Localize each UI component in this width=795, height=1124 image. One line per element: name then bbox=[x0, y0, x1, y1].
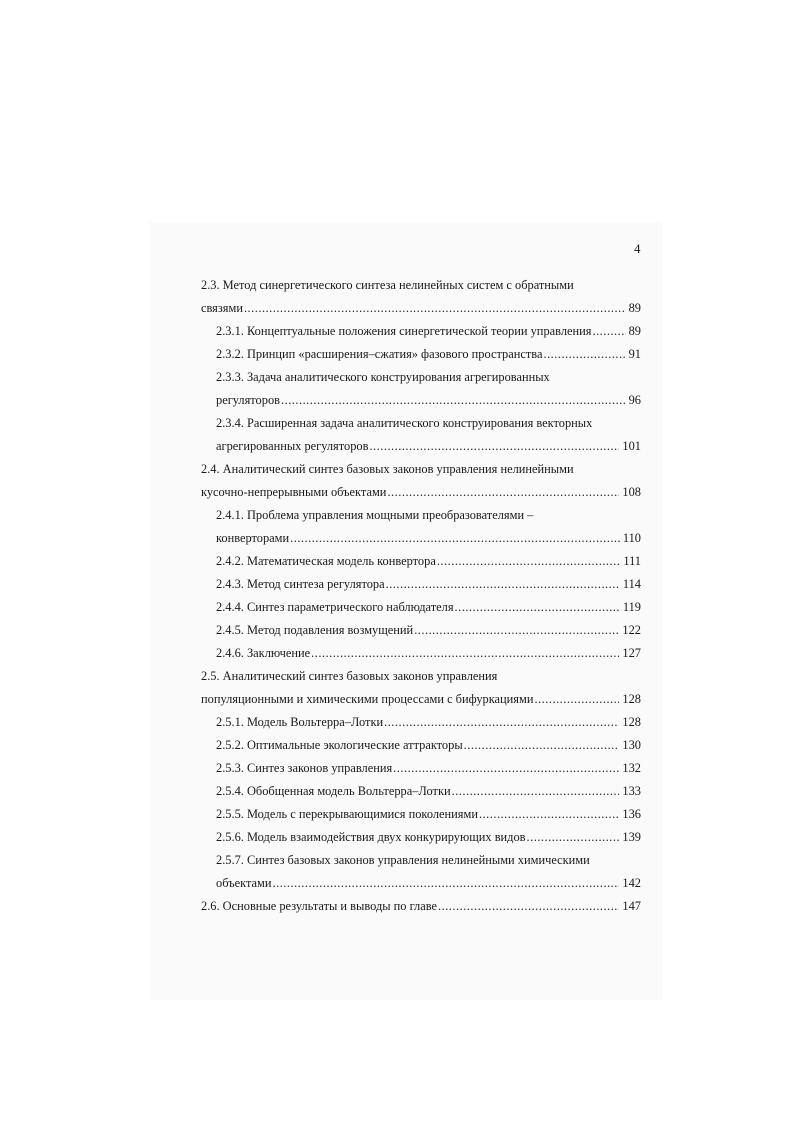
toc-entry-text: 2.3.3. Задача аналитического конструирования агрегированных bbox=[216, 370, 550, 384]
toc-entry-2-5-2 bbox=[201, 734, 641, 757]
toc-entry-last-line bbox=[216, 343, 641, 366]
toc-entry-last-line bbox=[216, 527, 641, 550]
toc-entry-2-3-1 bbox=[201, 320, 641, 343]
toc-entry-text: агрегированных регуляторов bbox=[216, 439, 369, 453]
toc-entry-2-3-4 bbox=[201, 412, 641, 458]
toc-entry-text: 2.3.2. Принцип «расширения–сжатия» фазового пространства bbox=[216, 347, 543, 361]
toc-entry-text: 2.4.6. Заключение bbox=[216, 646, 311, 660]
toc-page-number: 111 bbox=[623, 554, 641, 568]
toc-entry-text: 2.5. Аналитический синтез базовых законов управления bbox=[201, 669, 498, 683]
toc-page-number: 91 bbox=[628, 347, 641, 361]
toc-entry-2-4-2 bbox=[201, 550, 641, 573]
toc-entry-2-5-3 bbox=[201, 757, 641, 780]
toc-entry-last-line bbox=[201, 481, 641, 504]
toc-page-number: 114 bbox=[622, 577, 641, 591]
dot-leader bbox=[452, 780, 620, 803]
toc-entry-2-4 bbox=[201, 458, 641, 504]
toc-entry-2-5 bbox=[201, 665, 641, 711]
toc-page-number: 132 bbox=[622, 761, 641, 775]
page-number: 4 bbox=[634, 241, 641, 256]
toc-entry-text: 2.3. Метод синергетического синтеза нелинейных систем с обратными bbox=[201, 278, 574, 292]
toc-entry-text: популяционными и химическими процессами с бифуркациями bbox=[201, 692, 534, 706]
dot-leader bbox=[386, 573, 620, 596]
toc-entry-text: 2.3.4. Расширенная задача аналитического конструирования векторных bbox=[216, 416, 593, 430]
dot-leader bbox=[534, 688, 619, 711]
dot-leader bbox=[393, 757, 619, 780]
dot-leader bbox=[455, 596, 620, 619]
toc-entry-2-4-1 bbox=[201, 504, 641, 550]
toc-entry-text: объектами bbox=[216, 876, 272, 890]
toc-entry-text: 2.5.6. Модель взаимодействия двух конкурирующих видов bbox=[216, 830, 526, 844]
toc-page-number: 101 bbox=[622, 439, 641, 453]
toc-entry-2-4-3 bbox=[201, 573, 641, 596]
toc-entry-2-4-6 bbox=[201, 642, 641, 665]
toc-entry-text: 2.5.2. Оптимальные экологические аттракторы bbox=[216, 738, 463, 752]
toc-entry-last-line bbox=[216, 573, 641, 596]
toc-entry-text: регуляторов bbox=[216, 393, 280, 407]
toc-page-number: 89 bbox=[628, 324, 641, 338]
dot-leader bbox=[464, 734, 620, 757]
toc-page-number: 147 bbox=[622, 899, 641, 913]
toc-entry-text: 2.4. Аналитический синтез базовых законов управления нелинейными bbox=[201, 462, 574, 476]
toc-page-number: 133 bbox=[622, 784, 641, 798]
toc-entry-text: 2.4.3. Метод синтеза регулятора bbox=[216, 577, 385, 591]
toc-entry-text: 2.6. Основные результаты и выводы по главе bbox=[201, 899, 438, 913]
toc-page-number: 139 bbox=[622, 830, 641, 844]
dot-leader bbox=[311, 642, 619, 665]
toc-entry-2-3 bbox=[201, 274, 641, 320]
toc-page-number: 130 bbox=[622, 738, 641, 752]
toc-entry-last-line bbox=[216, 826, 641, 849]
toc-page-number: 136 bbox=[622, 807, 641, 821]
toc-entry-last-line bbox=[216, 734, 641, 757]
toc-entry-last-line bbox=[216, 642, 641, 665]
toc-page-number: 96 bbox=[628, 393, 641, 407]
toc-entry-2-6 bbox=[201, 895, 641, 918]
toc-entry-text: связями bbox=[201, 301, 243, 315]
toc-entry-last-line bbox=[201, 895, 641, 918]
toc-entry-last-line bbox=[216, 435, 641, 458]
toc-entry-last-line bbox=[201, 297, 641, 320]
toc-page-number: 127 bbox=[622, 646, 641, 660]
dot-leader bbox=[273, 872, 620, 895]
toc-entry-last-line bbox=[216, 711, 641, 734]
toc-entry-text: 2.4.4. Синтез параметрического наблюдателя bbox=[216, 600, 454, 614]
dot-leader bbox=[527, 826, 620, 849]
dot-leader bbox=[281, 389, 626, 412]
toc-entry-last-line bbox=[216, 780, 641, 803]
toc-entry-text: 2.4.5. Метод подавления возмущений bbox=[216, 623, 414, 637]
dot-leader bbox=[479, 803, 619, 826]
toc-entry-last-line bbox=[216, 757, 641, 780]
toc-entry-text: 2.4.2. Математическая модель конвертора bbox=[216, 554, 436, 568]
toc-page-number: 142 bbox=[622, 876, 641, 890]
toc-entry-last-line bbox=[201, 688, 641, 711]
toc-entry-2-3-2 bbox=[201, 343, 641, 366]
toc-entry-last-line bbox=[216, 550, 641, 573]
toc-entry-2-5-5 bbox=[201, 803, 641, 826]
toc-entry-last-line bbox=[216, 320, 641, 343]
toc-page-number: 122 bbox=[622, 623, 641, 637]
dot-leader bbox=[244, 297, 626, 320]
toc-entry-text: 2.5.3. Синтез законов управления bbox=[216, 761, 393, 775]
toc-entry-2-4-4 bbox=[201, 596, 641, 619]
dot-leader bbox=[414, 619, 619, 642]
toc-entry-text: 2.5.5. Модель с перекрывающимися поколениями bbox=[216, 807, 478, 821]
dot-leader bbox=[437, 550, 621, 573]
toc-page-number: 128 bbox=[622, 692, 641, 706]
toc-entry-text: 2.4.1. Проблема управления мощными преобразователями – bbox=[216, 508, 534, 522]
toc-page-number: 128 bbox=[622, 715, 641, 729]
toc-entry-text: 2.3.1. Концептуальные положения синергетической теории управления bbox=[216, 324, 592, 338]
toc-entry-last-line bbox=[216, 619, 641, 642]
dot-leader bbox=[384, 711, 619, 734]
dot-leader bbox=[543, 343, 625, 366]
toc-entry-2-4-5 bbox=[201, 619, 641, 642]
toc-entry-text: 2.5.4. Обобщенная модель Вольтерра–Лотки bbox=[216, 784, 451, 798]
toc-entry-text: 2.5.7. Синтез базовых законов управления нелинейными химическими bbox=[216, 853, 590, 867]
toc-page-number: 89 bbox=[628, 301, 641, 315]
toc-page-number: 108 bbox=[622, 485, 641, 499]
toc-entry-2-5-6 bbox=[201, 826, 641, 849]
toc-entry-last-line bbox=[216, 872, 641, 895]
toc-entry-2-5-1 bbox=[201, 711, 641, 734]
toc-entry-text: конверторами bbox=[216, 531, 290, 545]
toc-entry-last-line bbox=[216, 803, 641, 826]
table-of-contents bbox=[201, 274, 641, 918]
toc-entry-last-line bbox=[216, 389, 641, 412]
toc-entry-2-5-7 bbox=[201, 849, 641, 895]
toc-entry-text: кусочно-непрерывными объектами bbox=[201, 485, 387, 499]
toc-entry-2-5-4 bbox=[201, 780, 641, 803]
toc-page-number: 110 bbox=[622, 531, 641, 545]
toc-entry-text: 2.5.1. Модель Вольтерра–Лотки bbox=[216, 715, 384, 729]
toc-entry-2-3-3 bbox=[201, 366, 641, 412]
dot-leader bbox=[369, 435, 619, 458]
dot-leader bbox=[592, 320, 625, 343]
dot-leader bbox=[290, 527, 620, 550]
dot-leader bbox=[438, 895, 619, 918]
toc-page-number: 119 bbox=[622, 600, 641, 614]
dot-leader bbox=[387, 481, 619, 504]
toc-entry-last-line bbox=[216, 596, 641, 619]
